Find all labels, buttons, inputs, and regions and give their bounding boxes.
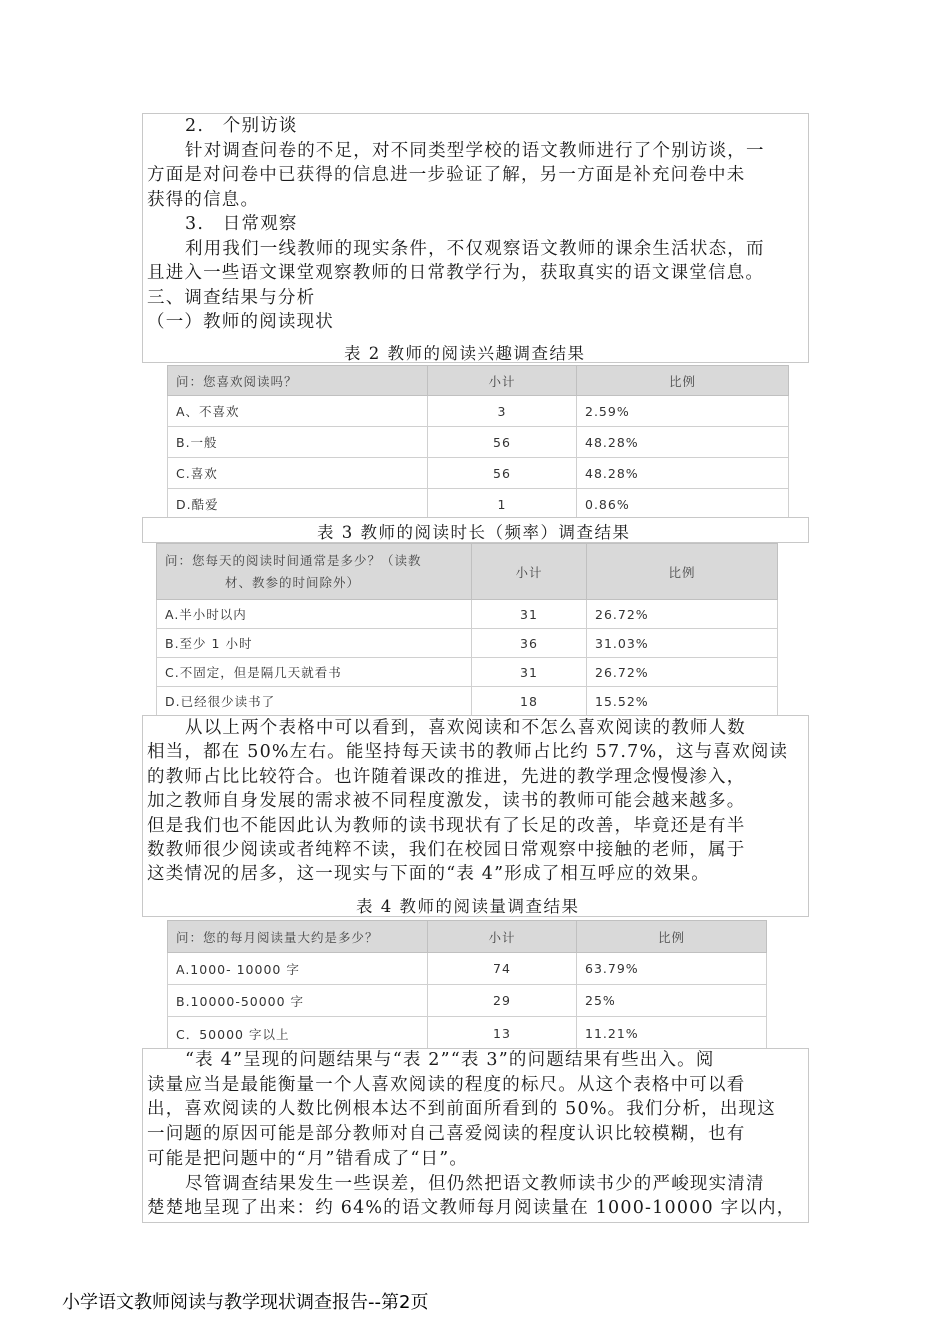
paragraph-line: 利用我们一线教师的现实条件，不仅观察语文教师的课余生活状态，而	[185, 238, 765, 259]
table-cell: A、不喜欢	[168, 396, 428, 427]
paragraph-line: 方面是对问卷中已获得的信息进一步验证了解，另一方面是补充问卷中未	[147, 165, 746, 185]
table-row	[157, 629, 778, 658]
table-header: 问：您喜欢阅读吗？	[168, 366, 428, 396]
table-cell: A.半小时以内	[157, 600, 472, 629]
table-header	[157, 544, 472, 600]
table4	[167, 920, 767, 1051]
paragraph-line: 可能是把问题中的“月”错看成了“日”。	[147, 1148, 469, 1169]
middle-text	[147, 716, 807, 887]
paragraph-line: 的教师占比比较符合。也许随着课改的推进，先进的教学理念慢慢渗入，	[147, 766, 746, 787]
table-row	[157, 600, 778, 629]
page-footer: 小学语文教师阅读与教学现状调查报告--第2页	[62, 1292, 429, 1313]
table-header-line: 问：您每天的阅读时间通常是多少？（读教	[165, 552, 422, 568]
paragraph-line: 一问题的原因可能是部分教师对自己喜爱阅读的程度认识比较模糊，也有	[147, 1124, 746, 1145]
table-cell: 2.59%	[577, 396, 789, 427]
table2	[167, 365, 789, 520]
table3	[156, 543, 778, 716]
table-cell: 15.52%	[587, 687, 778, 716]
table-cell: A.1000- 10000 字	[168, 953, 428, 985]
table-cell: B.10000-50000 字	[168, 985, 428, 1017]
paragraph-line: 加之教师自身发展的需求被不同程度激发，读书的教师可能会越来越多。	[147, 791, 746, 812]
table-cell: 3	[428, 396, 577, 427]
paragraph-line: 楚楚地呈现了出来：约 64%的语文教师每月阅读量在 1000-10000 字以内，	[147, 1198, 796, 1219]
bottom-text	[147, 1048, 807, 1221]
table-cell: 11.21%	[577, 1017, 767, 1051]
table-cell: 29	[428, 985, 577, 1017]
table-header: 比例	[577, 921, 767, 953]
table-row	[168, 458, 789, 489]
table-header: 小计	[428, 366, 577, 396]
table-header: 比例	[577, 366, 789, 396]
subheading-interview: 2. 个别访谈	[185, 116, 298, 136]
table4-caption: 表 4 教师的阅读量调查结果	[356, 897, 580, 916]
table-row	[157, 687, 778, 716]
subheading-observation: 3. 日常观察	[185, 214, 298, 234]
table-cell: C.不固定，但是隔几天就看书	[157, 658, 472, 687]
top-text	[147, 114, 807, 335]
paragraph-line: 且进入一些语文课堂观察教师的日常教学行为，获取真实的语文课堂信息。	[147, 263, 765, 283]
paragraph-line: 尽管调查结果发生一些误差，但仍然把语文教师读书少的严峻现实清清	[185, 1173, 765, 1194]
table-cell: D.酷爱	[168, 489, 428, 520]
table-row	[168, 427, 789, 458]
paragraph-line: 出，喜欢阅读的人数比例根本达不到前面所看到的 50%。我们分析，出现这	[147, 1099, 776, 1120]
table-row	[168, 396, 789, 427]
table-cell: C.喜欢	[168, 458, 428, 489]
table-cell: D.已经很少读书了	[157, 687, 472, 716]
table-row	[168, 489, 789, 520]
table-cell: 26.72%	[587, 658, 778, 687]
table-cell: B.一般	[168, 427, 428, 458]
table-row	[168, 985, 767, 1017]
table-cell: 31	[472, 658, 587, 687]
table-cell: 26.72%	[587, 600, 778, 629]
section-heading: 三、调查结果与分析	[147, 287, 316, 308]
paragraph-line: 从以上两个表格中可以看到，喜欢阅读和不怎么喜欢阅读的教师人数	[185, 718, 746, 738]
table-cell: 13	[428, 1017, 577, 1051]
subsection-heading: （一）教师的阅读现状	[147, 312, 334, 332]
table-cell: 56	[428, 458, 577, 489]
paragraph-line: “表 4”呈现的问题结果与“表 2”“表 3”的问题结果有些出入。阅	[185, 1050, 715, 1070]
table2-caption: 表 2 教师的阅读兴趣调查结果	[344, 344, 586, 363]
paragraph-line: 获得的信息。	[147, 189, 260, 210]
table-row	[157, 658, 778, 687]
table-header: 小计	[472, 544, 587, 600]
table-cell: 31	[472, 600, 587, 629]
table-cell: 36	[472, 629, 587, 658]
table-cell: 18	[472, 687, 587, 716]
table-cell: 56	[428, 427, 577, 458]
table3-caption: 表 3 教师的阅读时长（频率）调查结果	[317, 523, 631, 542]
paragraph-line: 相当，都在 50%左右。能坚持每天读书的教师占比约 57.7%，这与喜欢阅读	[147, 742, 789, 763]
table-cell: 0.86%	[577, 489, 789, 520]
table-header: 比例	[587, 544, 778, 600]
table-cell: 48.28%	[577, 458, 789, 489]
paragraph-line: 这类情况的居多，这一现实与下面的“表 4”形成了相互呼应的效果。	[147, 864, 710, 885]
table-cell: C．50000 字以上	[168, 1017, 428, 1051]
table-cell: 63.79%	[577, 953, 767, 985]
table-header-line: 材、教参的时间除外）	[225, 574, 361, 590]
table-header: 问：您的每月阅读量大约是多少？	[168, 921, 428, 953]
paragraph-line: 但是我们也不能因此认为教师的读书现状有了长足的改善，毕竟还是有半	[147, 815, 746, 836]
table-cell: 25%	[577, 985, 767, 1017]
table-cell: 74	[428, 953, 577, 985]
paragraph-line: 针对调查问卷的不足，对不同类型学校的语文教师进行了个别访谈，一	[185, 140, 765, 161]
table-cell: B.至少 1 小时	[157, 629, 472, 658]
table-cell: 1	[428, 489, 577, 520]
paragraph-line: 数教师很少阅读或者纯粹不读，我们在校园日常观察中接触的老师，属于	[147, 840, 746, 861]
table-row	[168, 953, 767, 985]
table-row	[168, 1017, 767, 1051]
table-cell: 48.28%	[577, 427, 789, 458]
table-cell: 31.03%	[587, 629, 778, 658]
paragraph-line: 读量应当是最能衡量一个人喜欢阅读的程度的标尺。从这个表格中可以看	[147, 1074, 746, 1095]
table-header: 小计	[428, 921, 577, 953]
